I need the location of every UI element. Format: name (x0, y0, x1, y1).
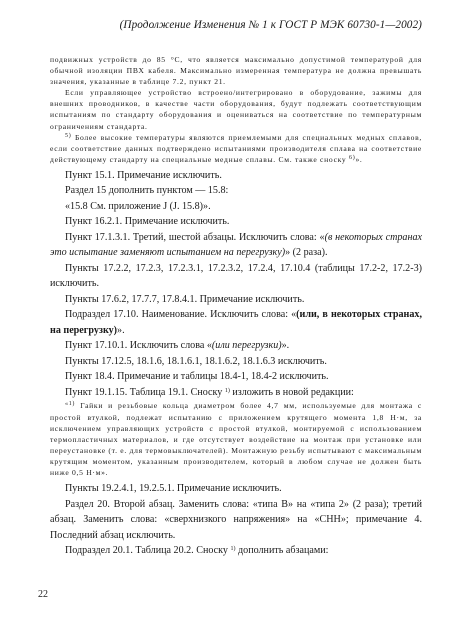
amendment-list-2 (50, 481, 422, 559)
amendment-item (50, 385, 422, 401)
amendment-item: Пункты 19.2.4.1, 19.2.5.1. Примечание исключить. (65, 483, 282, 495)
text-run: Подраздел 20.1. Таблица 20.2. Сноску (65, 545, 231, 557)
page-header: (Продолжение Изменения № 1 к ГОСТ Р МЭК 60730-1—2002) (119, 19, 422, 31)
paragraph-temp-limit: подвижных устройств до 85 °С, что является максимально допустимой температурой для обычной изоляции ПВХ кабеля. Максимально измеренная температура не должна превышать значения, указанные в таблице 7.2, пункт 21. (50, 55, 422, 87)
bold-phrase: (или, в некоторых странах, на перегрузку) (50, 309, 422, 336)
footnote-mark: 5) (65, 132, 72, 139)
amendment-list-1 (50, 168, 422, 401)
text-run: Пункт 17.10.1. Исключить слова « (65, 340, 212, 352)
text-run: ». (117, 324, 125, 336)
footnote-text: Более высокие температуры являются приемлемыми для специальных медных сплавов, если соответствие данных подтверждено испытаниями производителя сплава на соответствие действующему стандарту на специальные медные сплавы. См. также сноску (50, 132, 422, 164)
amendment-item (50, 543, 422, 559)
text-run: дополнить абзацами: (235, 545, 329, 557)
text-run: Подраздел 17.10. Наименование. Исключить слова: « (65, 309, 297, 321)
amendment-item (50, 307, 422, 338)
italic-phrase: (или перегрузки) (211, 340, 282, 352)
page-number: 22 (38, 589, 48, 600)
footnote-ref: 6) (349, 154, 356, 161)
amendment-item: Пункты 17.12.5, 18.1.6, 18.1.6.1, 18.1.6.2, 18.1.6.3 исключить. (65, 355, 327, 367)
paragraph-footnote-5 (50, 132, 422, 165)
amendment-item: Пункт 18.4. Примечание и таблицы 18.4-1, 18.4-2 исключить. (65, 371, 329, 383)
footnote-end: ». (355, 154, 363, 164)
amendment-item (50, 338, 422, 354)
amendment-item: Пункты 17.6.2, 17.7.7, 17.8.4.1. Примечание исключить. (65, 293, 305, 305)
footnote-text: Гайки и резьбовые кольца диаметром более 4,7 мм, используемые для монтажа с простой втулкой, подлежат испытанию с приложением крутящего момента 1,8 Н·м, за исключением управляющих устройств с простой втулкой, монтируемой с использованием термопластичных материалов, и где отсутствует воздействие на монтаж при установке или переустановке (т. е. для термовыключателей). Монтажную резьбу испытывают с максимальным крутящим моментом, указанным производителем, который в любом случае не должен быть ниже 0,5 Н·м». (50, 401, 422, 477)
amendment-item: Раздел 15 дополнить пунктом — 15.8: (65, 185, 229, 197)
text-run: Пункт 17.1.3.1. Третий, шестой абзацы. Исключить слова: « (65, 231, 325, 243)
amendment-item: Пункт 15.1. Примечание исключить. (65, 169, 222, 181)
text-run: изложить в новой редакции: (229, 386, 354, 398)
footnote-mark: «1) (65, 401, 76, 408)
paragraph-footnote-1 (50, 400, 422, 478)
document-body (50, 54, 422, 559)
text-run: » (2 раза). (285, 247, 328, 259)
paragraph-built-in-control: Если управляющее устройство встроено/интегрировано в оборудование, зажимы для внешних проводников, в качестве части оборудования, будут подлежать соответствующим испытаниям по стандарту оборудования и оцениваться на соответствие по температурным ограничениям стандарта. (50, 88, 422, 131)
amendment-item: «15.8 См. приложение J (J. 15.8)». (65, 200, 211, 212)
amendment-item: Раздел 20. Второй абзац. Заменить слова: «типа В» на «типа 2» (2 раза); третий абзац. Заменить слова: «сверхнизкого напряжения» на «СНН»; примечание 4. Последний абзац исключить. (50, 498, 422, 541)
footnote-ref: 1) (224, 387, 230, 394)
footnote-ref: 1) (230, 546, 236, 553)
amendment-item: Пункты 17.2.2, 17.2.3, 17.2.3.1, 17.2.3.2, 17.2.4, 17.10.4 (таблицы 17.2-2, 17.2-3) исключить. (50, 262, 422, 290)
text-run: ». (281, 340, 290, 352)
amendment-item (50, 230, 422, 261)
amendment-item: Пункт 16.2.1. Примечание исключить. (65, 216, 230, 228)
italic-phrase: (в некоторых странах это испытание заменяют испытанием на перегрузку) (50, 231, 422, 259)
text-run: Пункт 19.1.15. Таблица 19.1. Сноску (65, 386, 225, 398)
